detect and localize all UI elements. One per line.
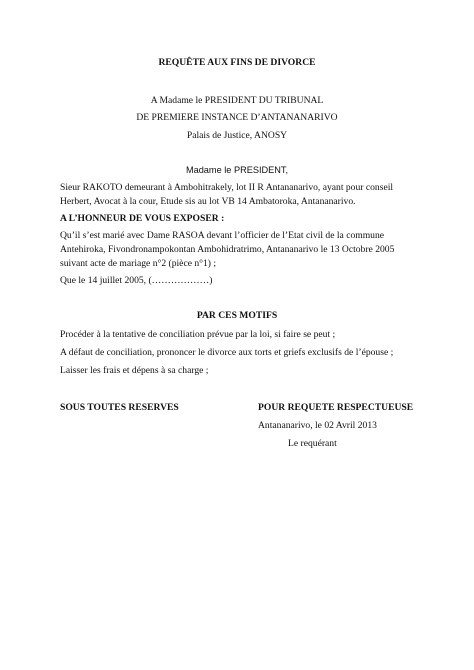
signatory: Le requérant (288, 438, 337, 449)
honneur-heading: A L’HONNEUR DE VOUS EXPOSER : (60, 213, 225, 224)
addressee-line-1: A Madame le PRESIDENT DU TRIBUNAL (150, 95, 324, 106)
closing-left: SOUS TOUTES RESERVES (60, 402, 179, 413)
intro-line-1: Sieur RAKOTO demeurant à Ambohitrakely, lot II R Antananarivo, ayant pour conseil (60, 182, 394, 193)
place-date: Antananarivo, le 02 Avril 2013 (258, 420, 377, 431)
addressee-line-2: DE PREMIERE INSTANCE D’ANTANANARIVO (136, 112, 338, 123)
request-line-2: A défaut de conciliation, prononcer le divorce aux torts et griefs exclusifs de l’épouse ; (60, 347, 394, 358)
addressee-line-3: Palais de Justice, ANOSY (186, 130, 288, 141)
facts-line-3: suivant acte de mariage n°2 (pièce n°1) ; (60, 258, 217, 269)
intro-line-2: Herbert, Avocat à la cour, Etude sis au lot VB 14 Ambatoroka, Antananarivo. (60, 196, 356, 207)
document-title: REQUÊTE AUX FINS DE DIVORCE (158, 57, 316, 68)
motifs-heading: PAR CES MOTIFS (196, 310, 278, 321)
closing-right: POUR REQUETE RESPECTUEUSE (258, 402, 414, 413)
salutation: Madame le PRESIDENT, (185, 165, 289, 175)
facts-line-1: Qu’il s’est marié avec Dame RASOA devant l’officier de l’Etat civil de la commune (60, 230, 385, 241)
request-line-1: Procéder à la tentative de conciliation prévue par la loi, si faire se peut ; (60, 329, 336, 340)
facts-line-2: Antehiroka, Fivondronampokontan Ambohidratrimo, Antananarivo le 13 Octobre 2005 (60, 244, 395, 255)
facts-line-4: Que le 14 juillet 2005, (………………) (60, 275, 213, 286)
request-line-3: Laisser les frais et dépens à sa charge ; (60, 365, 209, 376)
